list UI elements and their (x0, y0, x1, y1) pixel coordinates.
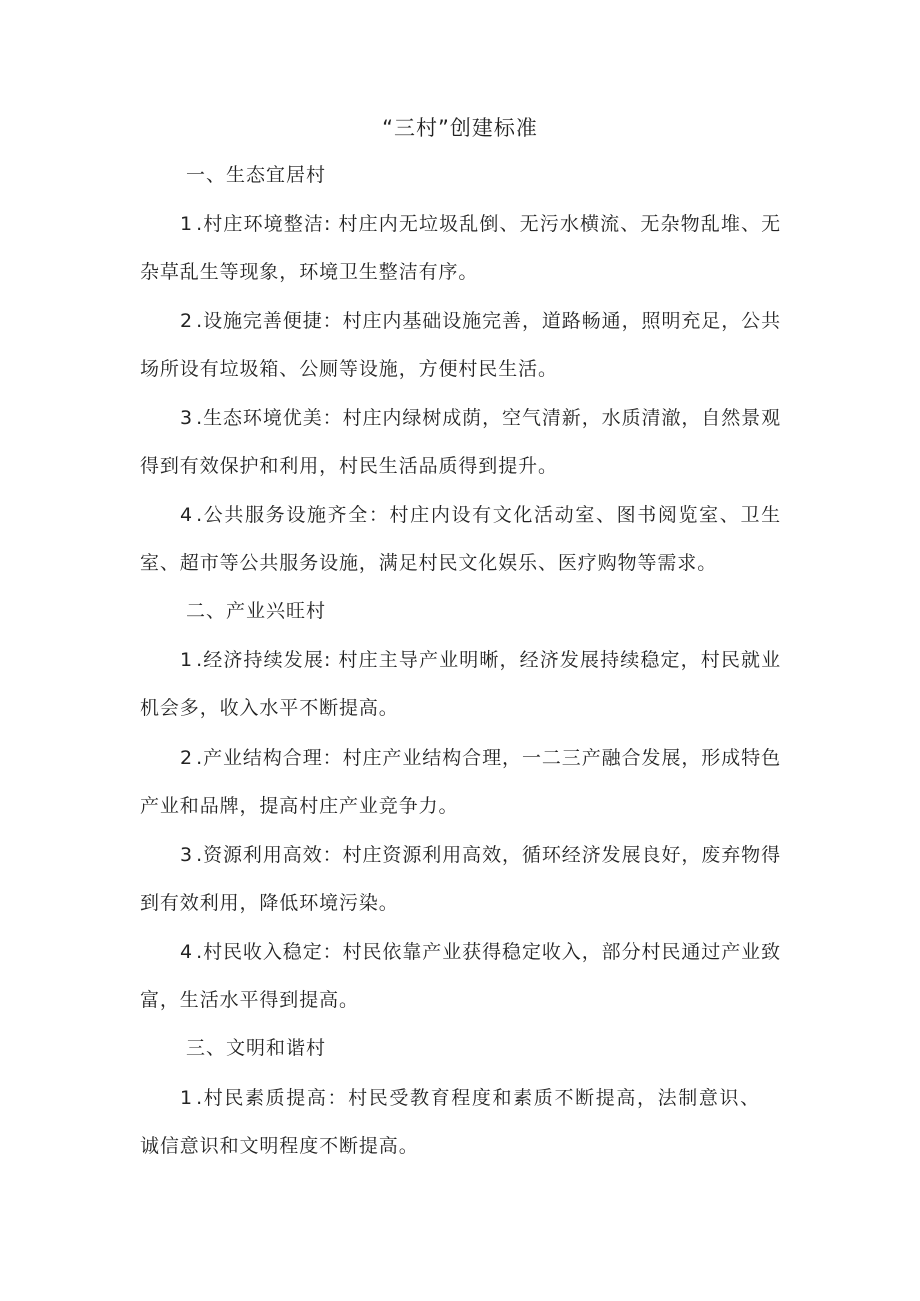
paragraph (140, 636, 781, 732)
item-text: .公共服务设施齐全：村庄内设有文化活动室、图书阅览室、卫生室、超市等公共服务设施，满足村民文化娱乐、医疗购物等需求。 (140, 504, 781, 574)
item-text: .生态环境优美：村庄内绿树成荫，空气清新，水质清澈，自然景观得到有效保护和利用，村民生活品质得到提升。 (140, 407, 781, 477)
paragraph (140, 1074, 760, 1170)
item-text: .资源利用高效：村庄资源利用高效，循环经济发展良好，废弃物得到有效利用，降低环境污染。 (140, 844, 781, 914)
item-number: 1 (180, 649, 197, 671)
paragraph (140, 734, 781, 830)
paragraph (140, 831, 781, 927)
item-text: .村庄环境整洁: 村庄内无垃圾乱倒、无污水横流、无杂物乱堆、无杂草乱生等现象，环境卫生整洁有序。 (140, 213, 781, 283)
item-number: 3 (180, 844, 197, 866)
item-text: .经济持续发展: 村庄主导产业明晰，经济发展持续稳定，村民就业机会多，收入水平不断提高。 (140, 649, 781, 719)
item-text: .村民素质提高：村民受教育程度和素质不断提高，法制意识、诚信意识和文明程度不断提高。 (140, 1087, 760, 1157)
paragraph (140, 491, 781, 587)
item-text: .产业结构合理：村庄产业结构合理，一二三产融合发展，形成特色产业和品牌，提高村庄产业竞争力。 (140, 747, 781, 817)
paragraph (140, 297, 781, 393)
paragraph (140, 928, 781, 1024)
paragraph (140, 394, 781, 490)
item-number: 4 (180, 941, 197, 963)
section-heading-3: 三、文明和谐村 (186, 1037, 327, 1059)
item-number: 2 (180, 310, 197, 332)
document-title: “三村”创建标准 (382, 116, 538, 140)
section-heading-1: 一、生态宜居村 (186, 164, 327, 186)
item-number: 3 (180, 407, 197, 429)
item-text: .设施完善便捷：村庄内基础设施完善，道路畅通，照明充足，公共场所设有垃圾箱、公厕等设施，方便村民生活。 (140, 310, 781, 380)
section-heading-2: 二、产业兴旺村 (186, 600, 327, 622)
paragraph (140, 200, 781, 296)
item-text: .村民收入稳定：村民依靠产业获得稳定收入，部分村民通过产业致富，生活水平得到提高。 (140, 941, 781, 1011)
item-number: 4 (180, 504, 197, 526)
item-number: 1 (180, 1087, 197, 1109)
item-number: 1 (180, 213, 197, 235)
item-number: 2 (180, 747, 197, 769)
